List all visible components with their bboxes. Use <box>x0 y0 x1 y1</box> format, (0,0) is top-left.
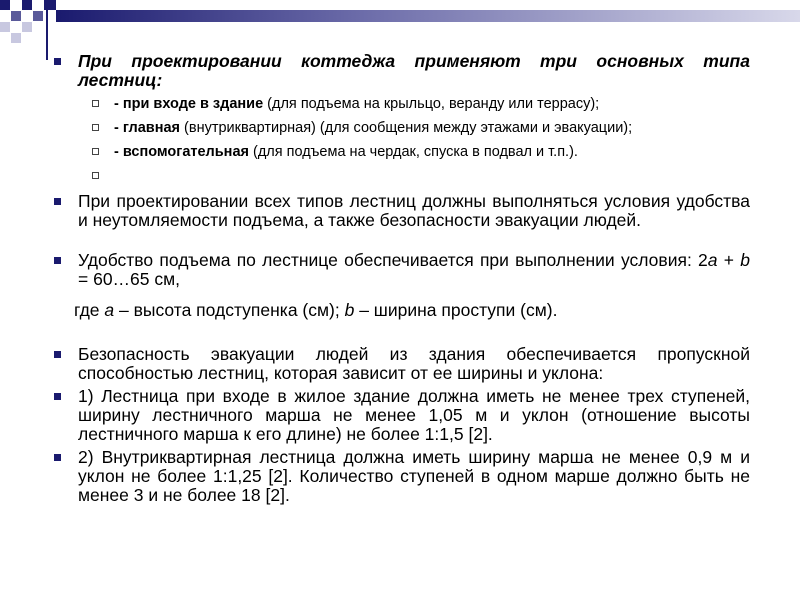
bullet-stair-types <box>50 52 750 90</box>
sub-bullet-bold: - главная <box>114 120 181 136</box>
bullet-conditions <box>50 192 750 230</box>
bullet-internal-stair <box>50 448 750 505</box>
deco-square <box>0 0 10 10</box>
square-bullet-icon <box>54 351 61 358</box>
formula-plus: + <box>717 250 741 270</box>
square-bullet-icon <box>54 257 61 264</box>
bullet-text: Безопасность эвакуации людей из здания обеспечивается пропускной способностью лестниц, которая зависит от ее ширины и уклона: <box>78 344 750 383</box>
bullet-entrance-stair <box>50 387 750 444</box>
sub-bullet-text: (внутриквартирная) (для сообщения между этажами и эвакуации); <box>180 120 633 136</box>
bullet-comfort <box>50 251 750 289</box>
bullet-text: При проектировании всех типов лестниц должны выполняться условия удобства и неутомляемости подъема, а также безопасности эвакуации людей. <box>78 191 750 230</box>
note-mid: – высота подступенка (см); <box>114 300 345 320</box>
formula-note <box>50 301 750 320</box>
bullet-text: 1) Лестница при входе в жилое здание должна иметь не менее трех ступеней, ширину лестничного марша не менее 1,05 м и уклон (отношение высоты лестничного марша к его длине) не более 1:1,5 [2]. <box>78 386 750 444</box>
sub-bullet-empty <box>50 166 750 186</box>
deco-square <box>0 22 10 32</box>
deco-vertical-line <box>46 0 48 60</box>
square-bullet-icon <box>54 393 61 400</box>
deco-bar <box>56 10 800 22</box>
deco-square <box>11 11 21 21</box>
hollow-square-bullet-icon <box>92 100 99 107</box>
slide-content <box>50 52 750 505</box>
deco-square <box>22 22 32 32</box>
sub-bullet-entrance <box>50 94 750 114</box>
note-prefix: где <box>74 300 105 320</box>
hollow-square-bullet-icon <box>92 172 99 179</box>
formula-suffix: = 60…65 см, <box>78 269 181 289</box>
sub-bullet-text: (для подъема на крыльцо, веранду или террасу); <box>263 96 600 112</box>
bullet-text: 2) Внутриквартирная лестница должна иметь ширину марша не менее 0,9 м и уклон не более 1:1,25 [2]. Количество ступеней в одном марше должно быть не менее 3 и не более 18 [2]. <box>78 447 750 505</box>
deco-square <box>22 0 32 10</box>
note-var-a: a <box>104 300 115 320</box>
deco-square <box>11 33 21 43</box>
bullet-text: При проектировании коттеджа применяют три основных типа лестниц: <box>78 51 750 90</box>
sub-bullet-bold: - при входе в здание <box>114 96 264 112</box>
sub-bullet-text: (для подъема на чердак, спуска в подвал и т.п.). <box>248 144 578 160</box>
hollow-square-bullet-icon <box>92 124 99 131</box>
sub-bullet-auxiliary <box>50 142 750 162</box>
bullet-safety <box>50 345 750 383</box>
square-bullet-icon <box>54 58 61 65</box>
formula-prefix: Удобство подъема по лестнице обеспечивается при выполнении условия: 2 <box>78 250 708 270</box>
formula-var-b: b <box>740 250 750 270</box>
sub-bullet-bold: - вспомогательная <box>114 144 249 160</box>
formula-var-a: a <box>707 250 718 270</box>
note-suffix: – ширина проступи (см). <box>354 300 558 320</box>
sub-bullet-main <box>50 118 750 138</box>
note-var-b: b <box>344 300 355 320</box>
square-bullet-icon <box>54 454 61 461</box>
hollow-square-bullet-icon <box>92 148 99 155</box>
deco-square <box>33 11 43 21</box>
square-bullet-icon <box>54 198 61 205</box>
